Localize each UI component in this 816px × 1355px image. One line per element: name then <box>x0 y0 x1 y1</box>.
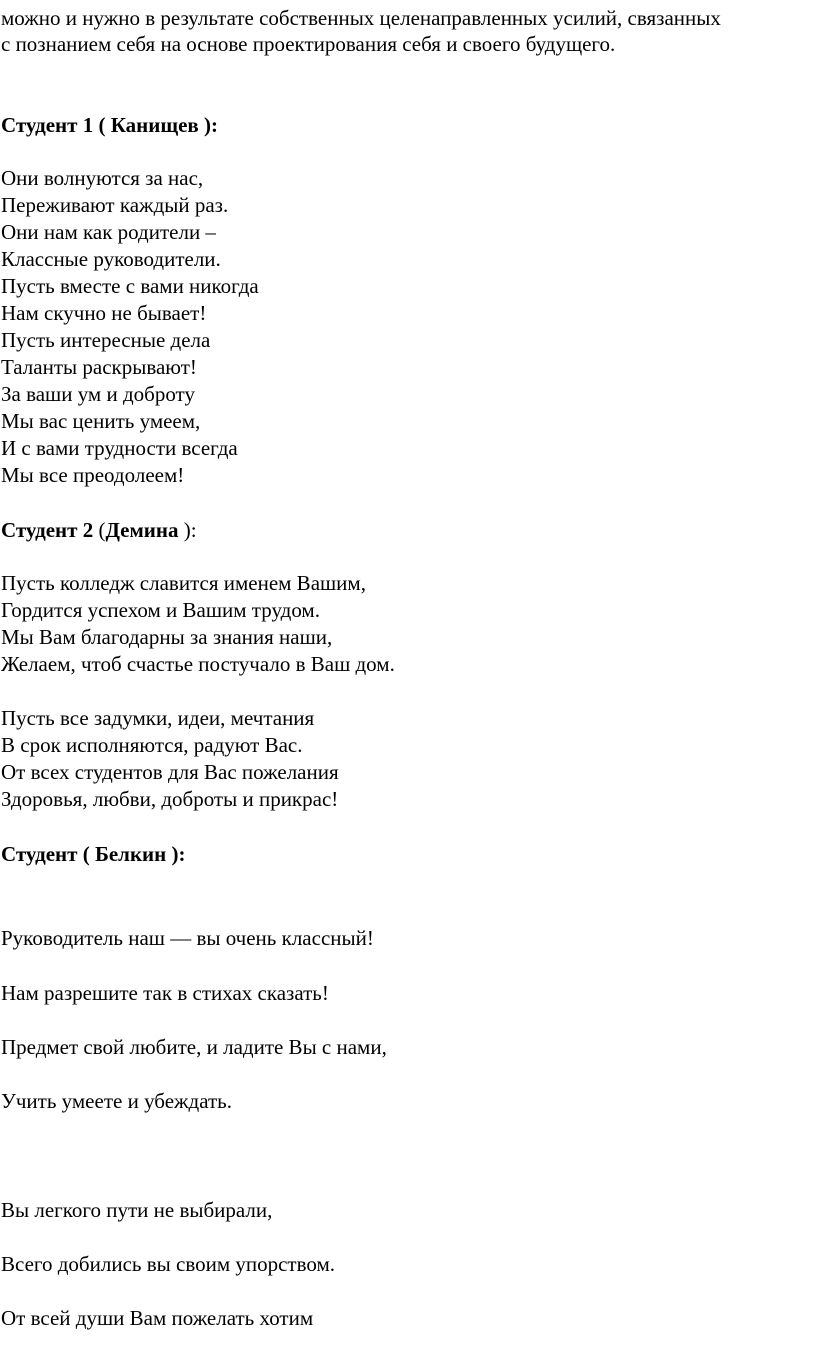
student2-heading-open: ( <box>93 518 106 542</box>
student3-verse-line: Вы легкого пути не выбирали, <box>1 1198 273 1222</box>
student2-heading-close: ): <box>178 518 197 542</box>
student1-verse-line: Мы вас ценить умеем, <box>1 409 201 433</box>
student3-verse-line: От всей души Вам пожелать хотим <box>1 1306 314 1330</box>
student2-heading-name: Демина <box>105 518 179 542</box>
student2-verse-line: Мы Вам благодарны за знания наши, <box>1 625 333 649</box>
student1-verse-line: Таланты раскрывают! <box>1 355 197 379</box>
student1-verse-line: Они нам как родители – <box>1 220 216 244</box>
student2-heading <box>1 517 197 543</box>
student1-verse-line: Переживают каждый раз. <box>1 193 229 217</box>
student3-verse-line: Нам разрешите так в стихах сказать! <box>1 981 329 1005</box>
student3-heading: Студент ( Белкин ): <box>1 842 186 866</box>
student2-verse-line: Гордится успехом и Вашим трудом. <box>1 598 320 622</box>
student3-verse-line: Предмет свой любите, и ладите Вы с нами, <box>1 1035 387 1059</box>
intro-line-1: можно и нужно в результате собственных целенаправленных усилий, связанных <box>1 6 721 30</box>
student1-verse-line: Нам скучно не бывает! <box>1 301 207 325</box>
student1-verse-line: Они волнуются за нас, <box>1 166 204 190</box>
student2-verse-line: От всех студентов для Вас пожелания <box>1 760 339 784</box>
intro-line-2: с познанием себя на основе проектирования себя и своего будущего. <box>1 32 616 56</box>
student1-verse-line: Пусть вместе с вами никогда <box>1 274 259 298</box>
student2-verse-line: В срок исполняются, радуют Вас. <box>1 733 303 757</box>
student3-verse-line: Всего добились вы своим упорством. <box>1 1252 336 1276</box>
student3-verse-line: Учить умеете и убеждать. <box>1 1089 232 1113</box>
student2-verse-line: Желаем, чтоб счастье постучало в Ваш дом. <box>1 652 395 676</box>
student2-heading-prefix: Студент 2 <box>1 518 94 542</box>
student2-verse-line: Здоровья, любви, доброты и прикрас! <box>1 787 339 811</box>
student2-verse-line: Пусть все задумки, идеи, мечтания <box>1 706 315 730</box>
student1-verse-line: Классные руководители. <box>1 247 221 271</box>
student2-verse-line: Пусть колледж славится именем Вашим, <box>1 571 366 595</box>
student1-verse-line: Мы все преодолеем! <box>1 463 185 487</box>
student1-verse-line: И с вами трудности всегда <box>1 436 238 460</box>
student1-verse-line: За ваши ум и доброту <box>1 382 195 406</box>
student1-verse-line: Пусть интересные дела <box>1 328 211 352</box>
student1-heading: Студент 1 ( Канищев ): <box>1 113 218 137</box>
student3-verse-line: Руководитель наш — вы очень классный! <box>1 926 374 950</box>
